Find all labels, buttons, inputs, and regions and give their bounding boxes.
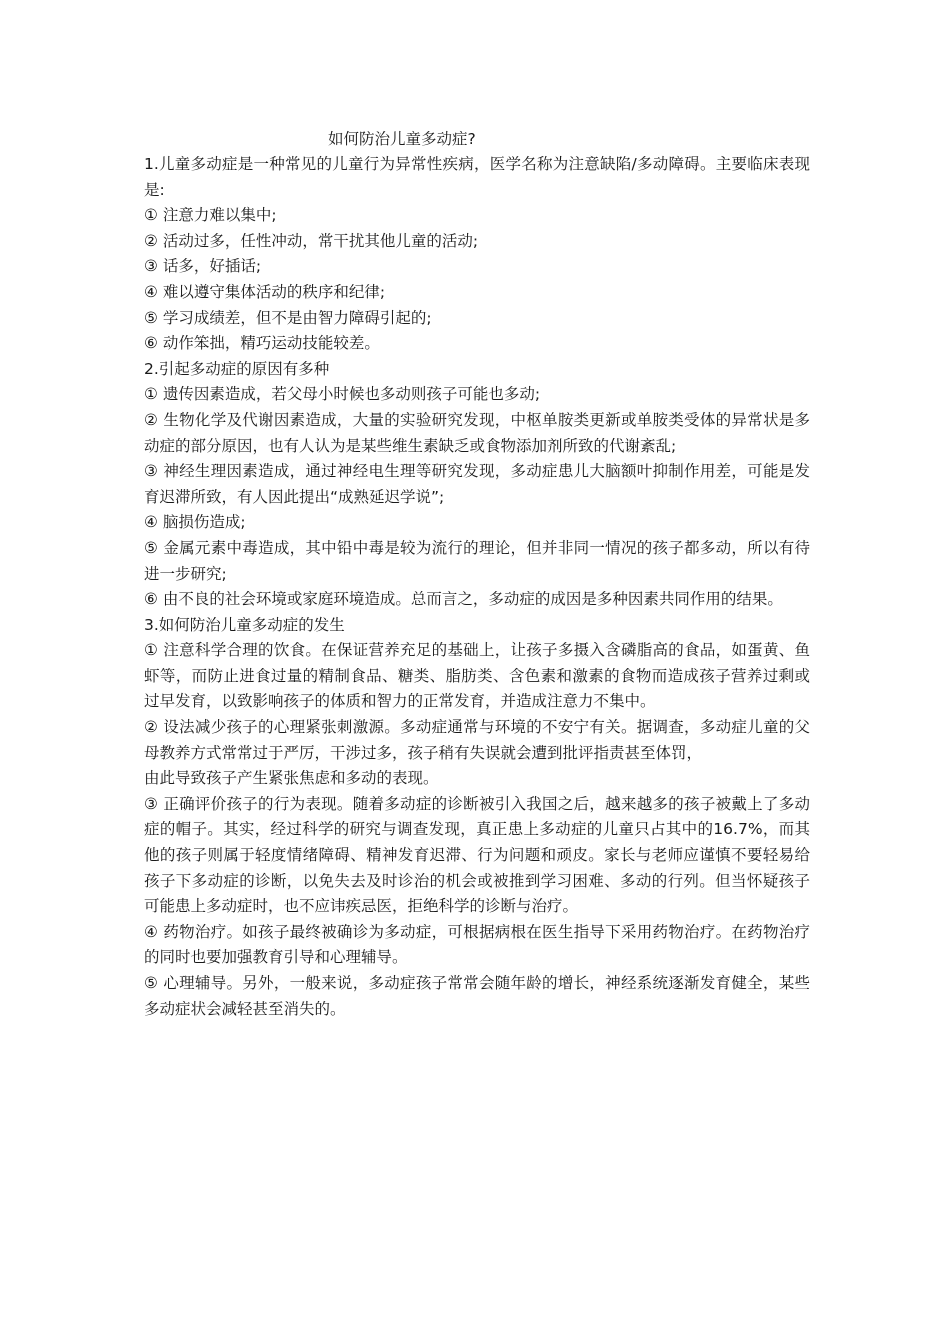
list-item: ① 注意力难以集中;	[144, 206, 277, 225]
list-item: ⑥ 由不良的社会环境或家庭环境造成。总而言之，多动症的成因是多种因素共同作用的结果。	[144, 590, 783, 609]
document-title: 如何防治儿童多动症?	[328, 130, 476, 148]
list-item: ③ 正确评价孩子的行为表现。随着多动症的诊断被引入我国之后，越来越多的孩子被戴上了多动症的帽子。其实，经过科学的研究与调查发现，真正患上多动症的儿童只占其中的16.7%，而其他的孩子则属于轻度情绪障碍、精神发育迟滞、行为问题和顽皮。家长与老师应谨慎不要轻易给孩子下多动症的诊断，以免失去及时诊治的机会或被推到学习困难、多动的行列。但当怀疑孩子可能患上多动症时，也不应讳疾忌医，拒绝科学的诊断与治疗。	[144, 794, 810, 916]
list-item: ③ 神经生理因素造成，通过神经电生理等研究发现，多动症患儿大脑额叶抑制作用差，可能是发育迟滞所致，有人因此提出“成熟延迟学说”;	[144, 462, 810, 506]
list-item: ⑤ 金属元素中毒造成，其中铅中毒是较为流行的理论，但并非同一情况的孩子都多动，所以有待进一步研究;	[144, 538, 810, 583]
list-item: ④ 脑损伤造成;	[144, 513, 246, 532]
list-item: ② 设法减少孩子的心理紧张刺激源。多动症通常与环境的不安宁有关。据调查，多动症儿童的父母教养方式常常过于严厉，干涉过多，孩子稍有失误就会遭到批评指责甚至体罚，	[144, 718, 810, 762]
list-item: ⑤ 学习成绩差，但不是由智力障碍引起的;	[144, 308, 432, 327]
paragraph-continuation: 由此导致孩子产生紧张焦虑和多动的表现。	[144, 769, 439, 788]
list-item: ② 生物化学及代谢因素造成，大量的实验研究发现，中枢单胺类更新或单胺类受体的异常状是多动症的部分原因，也有人认为是某些维生素缺乏或食物添加剂所致的代谢紊乱;	[144, 410, 810, 455]
list-item: ④ 难以遵守集体活动的秩序和纪律;	[144, 282, 386, 301]
document-body	[144, 126, 810, 1022]
list-item: ① 注意科学合理的饮食。在保证营养充足的基础上，让孩子多摄入含磷脂高的食品，如蛋黄、鱼虾等，而防止进食过量的精制食品、糖类、脂肪类、含色素和激素的食物而造成孩子营养过剩或过早发育，以致影响孩子的体质和智力的正常发育，并造成注意力不集中。	[144, 641, 810, 711]
list-item: ⑥ 动作笨拙，精巧运动技能较差。	[144, 334, 380, 353]
list-item: ② 活动过多，任性冲动，常干扰其他儿童的活动;	[144, 231, 479, 250]
list-item: ⑤ 心理辅导。另外，一般来说，多动症孩子常常会随年龄的增长，神经系统逐渐发育健全，某些多动症状会减轻甚至消失的。	[144, 974, 810, 1018]
list-item: ④ 药物治疗。如孩子最终被确诊为多动症，可根据病根在医生指导下采用药物治疗。在药物治疗的同时也要加强教育引导和心理辅导。	[144, 922, 810, 967]
list-item: ③ 话多，好插话;	[144, 257, 262, 276]
paragraph-section-1-intro: 1.儿童多动症是一种常见的儿童行为异常性疾病，医学名称为注意缺陷/多动障碍。主要临床表现是:	[144, 155, 810, 199]
section-heading-3: 3.如何防治儿童多动症的发生	[144, 615, 345, 634]
list-item: ① 遗传因素造成，若父母小时候也多动则孩子可能也多动;	[144, 385, 541, 404]
section-heading-2: 2.引起多动症的原因有多种	[144, 359, 330, 378]
